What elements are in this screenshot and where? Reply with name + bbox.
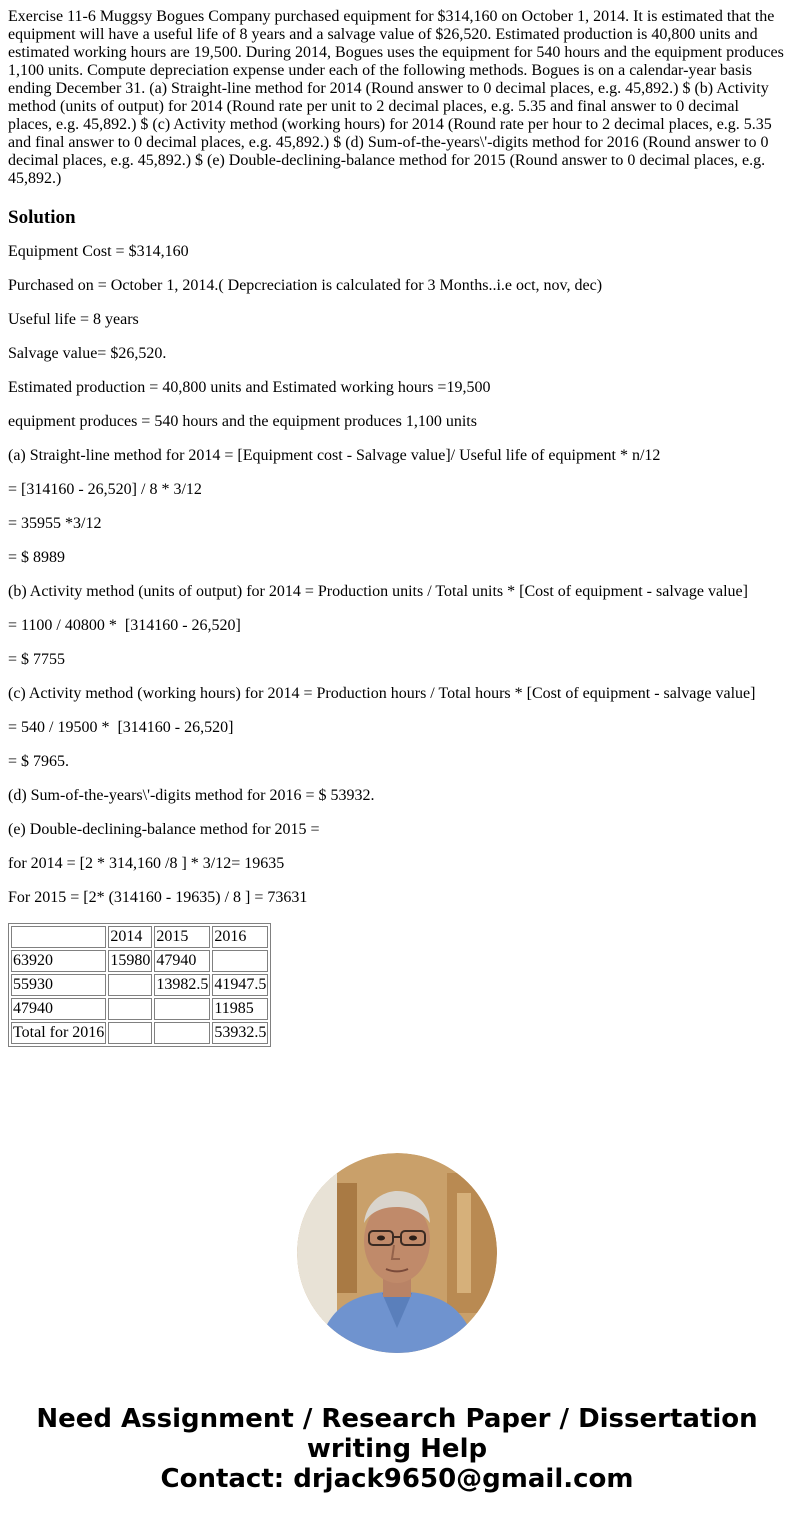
promo-line: writing Help <box>306 1434 488 1464</box>
solution-line: Estimated production = 40,800 units and Estimated working hours =19,500 <box>8 379 491 396</box>
solution-line: = 540 / 19500 * [314160 - 26,520] <box>8 719 234 736</box>
table-cell <box>154 1022 210 1044</box>
table-row <box>11 926 268 948</box>
table-cell: Total for 2016 <box>11 1022 106 1044</box>
table-cell: 63920 <box>11 950 106 972</box>
table-cell: 2016 <box>212 926 268 948</box>
table-cell <box>108 998 152 1020</box>
table-row <box>11 998 268 1020</box>
table-row <box>11 974 268 996</box>
table-cell: 15980 <box>108 950 152 972</box>
table-cell <box>154 998 210 1020</box>
document-content <box>8 8 786 1047</box>
question-text: Exercise 11-6 Muggsy Bogues Company purchased equipment for $314,160 on October 1, 2014. It is estimated that the equipment will have a useful life of 8 years and a salvage value of $26,520. Estimated production is 40,800 units and estimated working hours are 19,500. During 2014, Bogues uses the equipment for 540 hours and the equipment produces 1,100 units. Compute depreciation expense under each of the following methods. Bogues is on a calendar-year basis ending December 31. (a) Straight-line method for 2014 (Round answer to 0 decimal places, e.g. 45,892.) $ (b) Activity method (units of output) for 2014 (Round rate per unit to 2 decimal places, e.g. 5.35 and final answer to 0 decimal places, e.g. 45,892.) $ (c) Activity method (working hours) for 2014 (Round rate per hour to 2 decimal places, e.g. 5.35 and final answer to 0 decimal places, e.g. 45,892.) $ (d) Sum-of-the-years\'-digits method for 2016 (Round answer to 0 decimal places, e.g. 45,892.) $ (e) Double-declining-balance method for 2015 (Round answer to 0 decimal places, e.g. 45,892.) <box>8 8 784 187</box>
table-cell: 41947.5 <box>212 974 268 996</box>
solution-line: (d) Sum-of-the-years\'-digits method for 2016 = $ 53932. <box>8 787 375 804</box>
table-cell: 47940 <box>11 998 106 1020</box>
solution-line: For 2015 = [2* (314160 - 19635) / 8 ] = 73631 <box>8 889 308 906</box>
table-cell <box>108 974 152 996</box>
table-cell: 53932.5 <box>212 1022 268 1044</box>
solution-line: = 1100 / 40800 * [314160 - 26,520] <box>8 617 241 634</box>
solution-line: for 2014 = [2 * 314,160 /8 ] * 3/12= 19635 <box>8 855 285 872</box>
solution-line: = $ 7755 <box>8 651 66 668</box>
table-cell: 2015 <box>154 926 210 948</box>
solution-line: Salvage value= $26,520. <box>8 345 167 362</box>
depreciation-table <box>8 923 271 1047</box>
solution-heading: Solution <box>8 207 76 228</box>
solution-line: = [314160 - 26,520] / 8 * 3/12 <box>8 481 202 498</box>
solution-line: Purchased on = October 1, 2014.( Depcreciation is calculated for 3 Months..i.e oct, nov, dec) <box>8 277 603 294</box>
solution-line: (e) Double-declining-balance method for 2015 = <box>8 821 320 838</box>
table-cell: 2014 <box>108 926 152 948</box>
solution-line: = $ 8989 <box>8 549 66 566</box>
solution-line: (b) Activity method (units of output) for 2014 = Production units / Total units * [Cost of equipment - salvage value] <box>8 583 748 600</box>
promo-banner <box>0 1404 794 1494</box>
table-cell: 47940 <box>154 950 210 972</box>
table-cell: 55930 <box>11 974 106 996</box>
table-row <box>11 1022 268 1044</box>
solution-line: Equipment Cost = $314,160 <box>8 243 189 260</box>
solution-line: (c) Activity method (working hours) for 2014 = Production hours / Total hours * [Cost of equipment - salvage value] <box>8 685 756 702</box>
solution-line: = $ 7965. <box>8 753 70 770</box>
promo-contact: Contact: drjack9650@gmail.com <box>160 1464 634 1494</box>
table-cell: 11985 <box>212 998 268 1020</box>
solution-line: Useful life = 8 years <box>8 311 139 328</box>
table-cell <box>108 1022 152 1044</box>
author-avatar <box>297 1153 497 1353</box>
solution-line: equipment produces = 540 hours and the equipment produces 1,100 units <box>8 413 477 430</box>
table-cell <box>11 926 106 948</box>
solution-line: = 35955 *3/12 <box>8 515 102 532</box>
author-portrait-image <box>297 1153 497 1353</box>
solution-line: (a) Straight-line method for 2014 = [Equipment cost - Salvage value]/ Useful life of equipment * n/12 <box>8 447 661 464</box>
table-row <box>11 950 268 972</box>
table-cell: 13982.5 <box>154 974 210 996</box>
table-cell <box>212 950 268 972</box>
promo-line: Need Assignment / Research Paper / Dissertation <box>36 1404 758 1434</box>
